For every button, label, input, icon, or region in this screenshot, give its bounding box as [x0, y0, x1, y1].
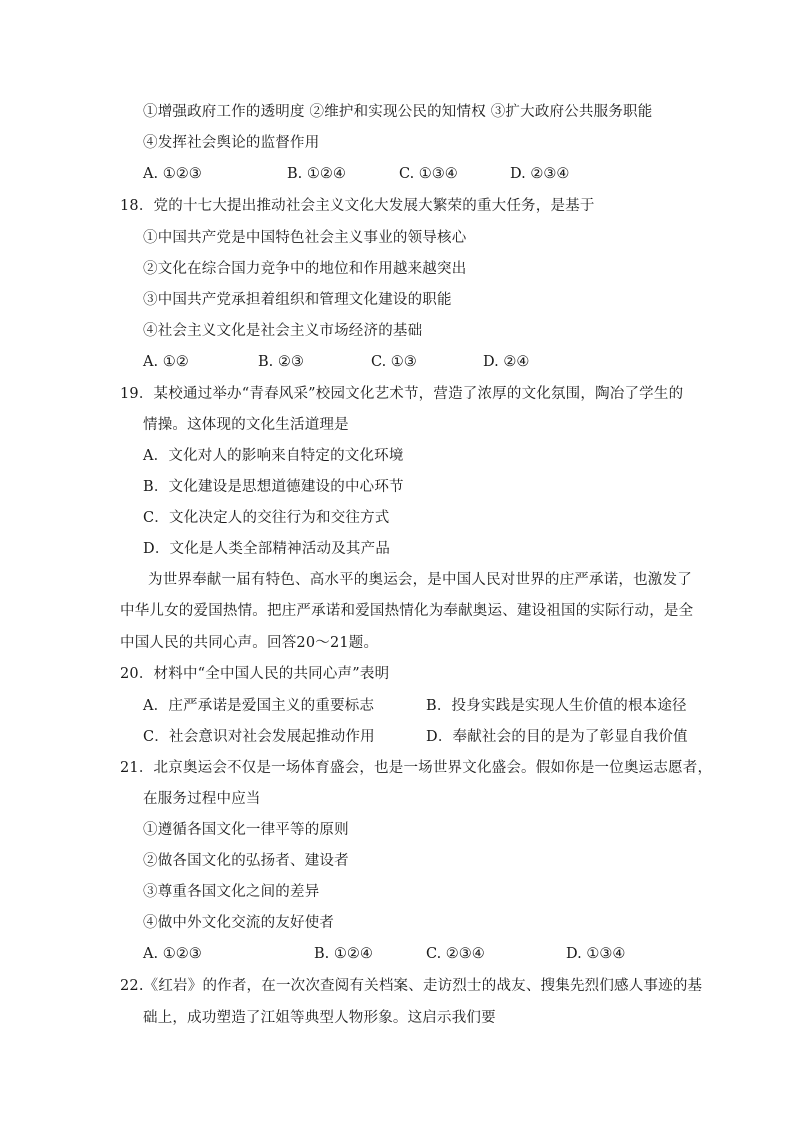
q22-stem-line2: 础上，成功塑造了江姐等典型人物形象。这启示我们要: [143, 1010, 496, 1026]
material-line3: 中国人民的共同心声。回答20～21题。: [120, 635, 379, 651]
q17-items-line2: ④发挥社会舆论的监督作用: [143, 135, 320, 151]
q21-item-4: ④做中外文化交流的友好使者: [143, 915, 335, 931]
q19-stem-line2: 情操。这体现的文化生活道理是: [143, 417, 349, 433]
q21-stem-line2: 在服务过程中应当: [143, 791, 261, 807]
q21-option-d: D. ①③④: [566, 946, 626, 962]
q18-item-1: ①中国共产党是中国特色社会主义事业的领导核心: [143, 230, 467, 246]
q22-stem-line1: 22.《红岩》的作者，在一次次查阅有关档案、走访烈士的战友、搜集先烈们感人事迹的基: [120, 978, 703, 994]
q21-option-b: B. ①②④: [314, 946, 373, 962]
q17-option-b: B. ①②④: [287, 166, 346, 182]
q18-stem: 18．党的十七大提出推动社会主义文化大发展大繁荣的重大任务，是基于: [120, 198, 595, 214]
q20-option-c: C．社会意识对社会发展起推动作用: [143, 729, 375, 745]
q19-option-d: D．文化是人类全部精神活动及其产品: [143, 541, 391, 557]
q19-option-a: A．文化对人的影响来自特定的文化环境: [143, 448, 404, 464]
q19-option-c: C．文化决定人的交往行为和交往方式: [143, 510, 390, 526]
material-line2: 中华儿女的爱国热情。把庄严承诺和爱国热情化为奉献奥运、建设祖国的实际行动，是全: [120, 603, 694, 619]
q17-items-line1: ①增强政府工作的透明度 ②维护和实现公民的知情权 ③扩大政府公共服务职能: [143, 104, 653, 120]
q21-option-a: A. ①②③: [143, 946, 202, 962]
q18-option-a: A. ①②: [143, 354, 189, 370]
q17-option-d: D. ②③④: [510, 166, 570, 182]
q18-option-d: D. ②④: [483, 354, 530, 370]
q17-option-a: A. ①②③: [143, 166, 202, 182]
q21-option-c: C. ②③④: [426, 946, 485, 962]
q21-stem-line1: 21．北京奥运会不仅是一场体育盛会，也是一场世界文化盛会。假如你是一位奥运志愿者，: [120, 760, 713, 776]
q18-option-b: B. ②③: [258, 354, 304, 370]
q21-item-2: ②做各国文化的弘扬者、建设者: [143, 853, 349, 869]
q20-option-b: B．投身实践是实现人生价值的根本途径: [426, 698, 687, 714]
q19-option-b: B．文化建设是思想道德建设的中心环节: [143, 479, 404, 495]
q20-option-d: D．奉献社会的目的是为了彰显自我价值: [426, 729, 688, 745]
q17-option-c: C. ①③④: [399, 166, 458, 182]
q18-item-4: ④社会主义文化是社会主义市场经济的基础: [143, 323, 423, 339]
q18-item-2: ②文化在综合国力竞争中的地位和作用越来越突出: [143, 261, 467, 277]
q21-item-1: ①遵循各国文化一律平等的原则: [143, 822, 349, 838]
material-line1: 为世界奉献一届有特色、高水平的奥运会，是中国人民对世界的庄严承诺，也激发了: [148, 572, 692, 588]
q19-stem-line1: 19．某校通过举办“青春风采”校园文化艺术节，营造了浓厚的文化氛围，陶冶了学生的: [120, 386, 684, 402]
q20-stem: 20．材料中“全中国人民的共同心声”表明: [120, 666, 390, 682]
q18-item-3: ③中国共产党承担着组织和管理文化建设的职能: [143, 292, 452, 308]
q21-item-3: ③尊重各国文化之间的差异: [143, 884, 320, 900]
q20-option-a: A．庄严承诺是爱国主义的重要标志: [143, 698, 375, 714]
q18-option-c: C. ①③: [371, 354, 417, 370]
